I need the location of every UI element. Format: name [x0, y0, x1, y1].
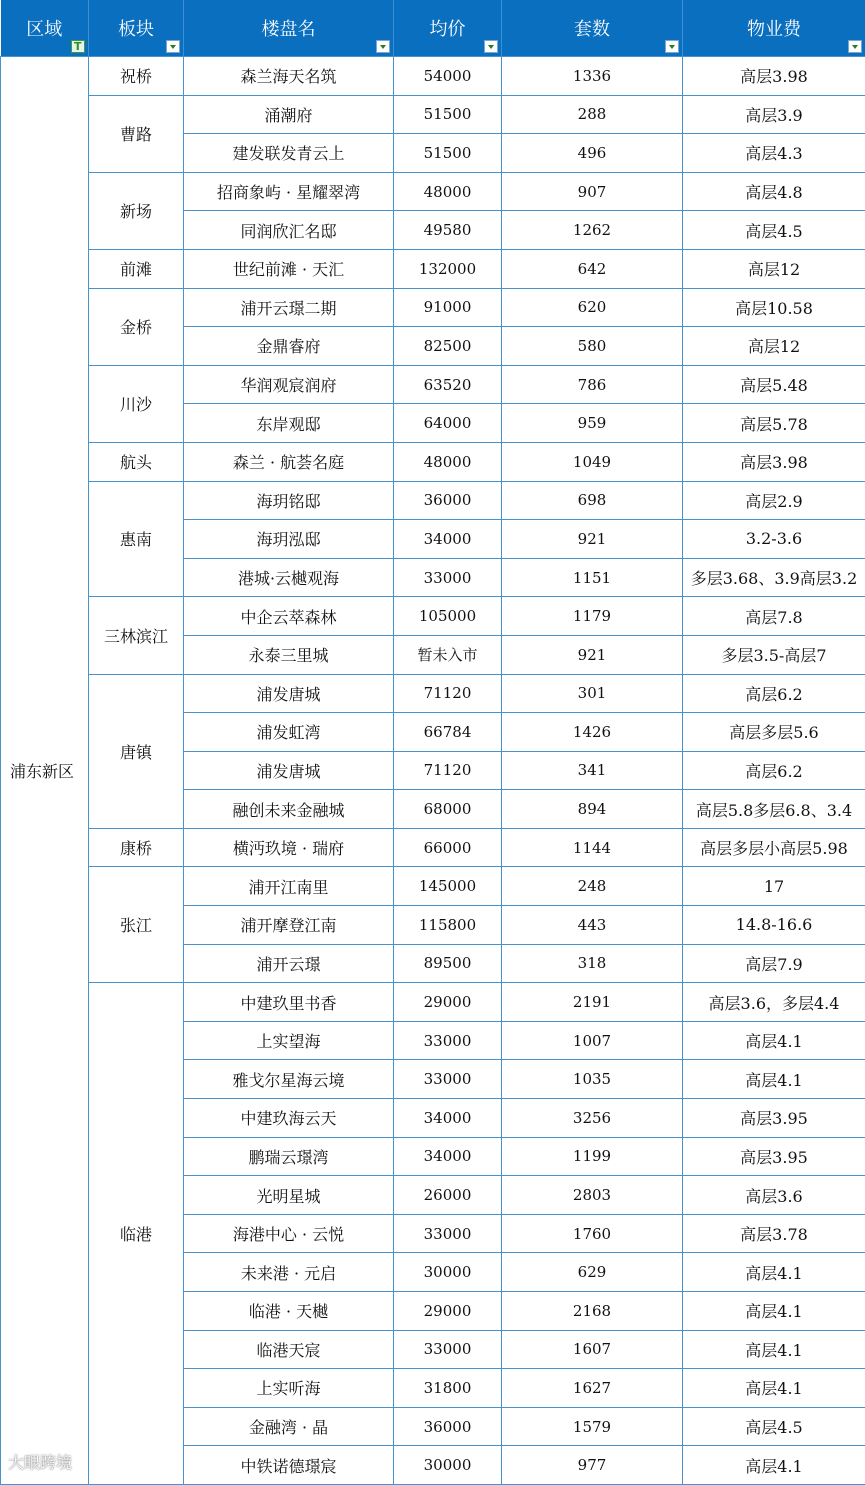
table-row	[1, 481, 865, 520]
property-fee-cell[interactable]: 高层2.9	[683, 481, 865, 520]
property-fee-cell[interactable]: 高层12	[683, 327, 865, 366]
project-name-cell[interactable]: 鹏瑞云璟湾	[184, 1137, 394, 1176]
property-fee-cell[interactable]: 高层4.1	[683, 1021, 865, 1060]
project-name-cell[interactable]: 浦开摩登江南	[184, 906, 394, 945]
avg-price-cell[interactable]: 89500	[394, 944, 502, 983]
table-body	[1, 57, 865, 1485]
avg-price-cell[interactable]: 36000	[394, 1407, 502, 1446]
project-name-cell[interactable]: 雅戈尔星海云境	[184, 1060, 394, 1099]
units-cell[interactable]: 1007	[502, 1021, 683, 1060]
property-fee-cell[interactable]: 高层4.1	[683, 1253, 865, 1292]
property-fee-cell[interactable]: 3.2-3.6	[683, 520, 865, 559]
area-cell[interactable]: 唐镇	[89, 674, 184, 828]
property-fee-cell[interactable]: 高层7.8	[683, 597, 865, 636]
project-name-cell[interactable]: 融创未来金融城	[184, 790, 394, 829]
project-name-cell[interactable]: 光明星城	[184, 1176, 394, 1215]
units-cell[interactable]: 580	[502, 327, 683, 366]
avg-price-cell[interactable]: 30000	[394, 1253, 502, 1292]
avg-price-cell[interactable]: 暂未入市	[394, 635, 502, 674]
project-name-cell[interactable]: 临港天宸	[184, 1330, 394, 1369]
avg-price-cell[interactable]: 48000	[394, 442, 502, 481]
avg-price-cell[interactable]: 63520	[394, 365, 502, 404]
project-name-cell[interactable]: 未来港 · 元启	[184, 1253, 394, 1292]
property-fee-cell[interactable]: 高层12	[683, 249, 865, 288]
area-cell[interactable]: 航头	[89, 442, 184, 481]
property-fee-cell[interactable]: 高层4.1	[683, 1446, 865, 1485]
column-header-label: 区域	[1, 15, 89, 41]
table-row	[1, 365, 865, 404]
project-name-cell[interactable]: 金鼎睿府	[184, 327, 394, 366]
property-fee-cell[interactable]: 14.8-16.6	[683, 906, 865, 945]
units-cell[interactable]: 698	[502, 481, 683, 520]
project-name-cell[interactable]: 海港中心 · 云悦	[184, 1214, 394, 1253]
avg-price-cell[interactable]: 36000	[394, 481, 502, 520]
units-cell[interactable]: 959	[502, 404, 683, 443]
table-row	[1, 828, 865, 867]
column-header-label: 均价	[394, 15, 501, 41]
table-row	[1, 597, 865, 636]
project-name-cell[interactable]: 永泰三里城	[184, 635, 394, 674]
filter-active-icon[interactable]	[71, 40, 85, 53]
project-name-cell[interactable]: 建发联发青云上	[184, 134, 394, 173]
avg-price-cell[interactable]: 34000	[394, 1137, 502, 1176]
filter-dropdown-icon[interactable]	[848, 40, 862, 53]
units-cell[interactable]: 894	[502, 790, 683, 829]
project-name-cell[interactable]: 上实听海	[184, 1369, 394, 1408]
avg-price-cell[interactable]: 91000	[394, 288, 502, 327]
project-name-cell[interactable]: 金融湾 · 晶	[184, 1407, 394, 1446]
column-header-label: 套数	[502, 15, 682, 41]
area-cell[interactable]: 川沙	[89, 365, 184, 442]
property-fee-cell[interactable]: 高层6.2	[683, 751, 865, 790]
avg-price-cell[interactable]: 26000	[394, 1176, 502, 1215]
table-row	[1, 983, 865, 1022]
filter-dropdown-icon[interactable]	[665, 40, 679, 53]
units-cell[interactable]: 907	[502, 172, 683, 211]
avg-price-cell[interactable]: 33000	[394, 1214, 502, 1253]
property-fee-cell[interactable]: 高层3.78	[683, 1214, 865, 1253]
avg-price-cell[interactable]: 51500	[394, 95, 502, 134]
project-name-cell[interactable]: 森兰海天名筑	[184, 57, 394, 96]
project-name-cell[interactable]: 港城·云樾观海	[184, 558, 394, 597]
avg-price-cell[interactable]: 105000	[394, 597, 502, 636]
units-cell[interactable]: 2191	[502, 983, 683, 1022]
avg-price-cell[interactable]: 54000	[394, 57, 502, 96]
avg-price-cell[interactable]: 30000	[394, 1446, 502, 1485]
project-name-cell[interactable]: 中企云萃森林	[184, 597, 394, 636]
units-cell[interactable]: 2168	[502, 1292, 683, 1331]
units-cell[interactable]: 642	[502, 249, 683, 288]
project-name-cell[interactable]: 招商象屿 · 星耀翠湾	[184, 172, 394, 211]
units-cell[interactable]: 1035	[502, 1060, 683, 1099]
header-district	[1, 0, 89, 57]
property-fee-cell[interactable]: 高层4.8	[683, 172, 865, 211]
units-cell[interactable]: 1426	[502, 713, 683, 752]
property-fee-cell[interactable]: 高层3.6	[683, 1176, 865, 1215]
table-row	[1, 867, 865, 906]
table-row	[1, 95, 865, 134]
property-fee-cell[interactable]: 高层3.6，多层4.4	[683, 983, 865, 1022]
units-cell[interactable]: 248	[502, 867, 683, 906]
table-row	[1, 249, 865, 288]
header-units	[502, 0, 683, 57]
avg-price-cell[interactable]: 33000	[394, 1330, 502, 1369]
watermark: 大眼跨境	[8, 1450, 72, 1473]
property-fee-cell[interactable]: 高层4.1	[683, 1292, 865, 1331]
avg-price-cell[interactable]: 51500	[394, 134, 502, 173]
project-name-cell[interactable]: 浦开云璟二期	[184, 288, 394, 327]
project-name-cell[interactable]: 中建玖里书香	[184, 983, 394, 1022]
avg-price-cell[interactable]: 71120	[394, 674, 502, 713]
project-name-cell[interactable]: 临港 · 天樾	[184, 1292, 394, 1331]
property-fee-cell[interactable]: 高层4.3	[683, 134, 865, 173]
column-header-label: 物业费	[683, 15, 865, 41]
header-property-fee	[683, 0, 865, 57]
property-fee-cell[interactable]: 高层3.98	[683, 57, 865, 96]
property-fee-cell[interactable]: 高层4.1	[683, 1369, 865, 1408]
table-row	[1, 674, 865, 713]
property-fee-cell[interactable]: 17	[683, 867, 865, 906]
units-cell[interactable]: 1760	[502, 1214, 683, 1253]
property-fee-cell[interactable]: 高层5.48	[683, 365, 865, 404]
units-cell[interactable]: 1336	[502, 57, 683, 96]
units-cell[interactable]: 620	[502, 288, 683, 327]
units-cell[interactable]: 1144	[502, 828, 683, 867]
property-fee-cell[interactable]: 高层10.58	[683, 288, 865, 327]
column-header-label: 楼盘名	[184, 15, 393, 41]
units-cell[interactable]: 3256	[502, 1099, 683, 1138]
property-fee-cell[interactable]: 高层多层5.6	[683, 713, 865, 752]
property-fee-cell[interactable]: 高层多层小高层5.98	[683, 828, 865, 867]
property-fee-cell[interactable]: 高层3.9	[683, 95, 865, 134]
avg-price-cell[interactable]: 33000	[394, 1021, 502, 1060]
project-name-cell[interactable]: 横沔玖境 · 瑞府	[184, 828, 394, 867]
area-cell[interactable]: 金桥	[89, 288, 184, 365]
project-name-cell[interactable]: 海玥铭邸	[184, 481, 394, 520]
area-cell[interactable]: 康桥	[89, 828, 184, 867]
property-fee-cell[interactable]: 高层4.5	[683, 211, 865, 250]
project-name-cell[interactable]: 海玥泓邸	[184, 520, 394, 559]
units-cell[interactable]: 1607	[502, 1330, 683, 1369]
property-fee-cell[interactable]: 多层3.68、3.9高层3.2	[683, 558, 865, 597]
table-header	[1, 0, 865, 57]
units-cell[interactable]: 786	[502, 365, 683, 404]
area-cell[interactable]: 临港	[89, 983, 184, 1485]
area-cell[interactable]: 张江	[89, 867, 184, 983]
units-cell[interactable]: 341	[502, 751, 683, 790]
units-cell[interactable]: 2803	[502, 1176, 683, 1215]
units-cell[interactable]: 443	[502, 906, 683, 945]
area-cell[interactable]: 三林滨江	[89, 597, 184, 674]
district-cell[interactable]: 浦东新区	[1, 57, 89, 1485]
project-name-cell[interactable]: 涌潮府	[184, 95, 394, 134]
filter-dropdown-icon[interactable]	[166, 40, 180, 53]
avg-price-cell[interactable]: 33000	[394, 1060, 502, 1099]
units-cell[interactable]: 1179	[502, 597, 683, 636]
units-cell[interactable]: 629	[502, 1253, 683, 1292]
avg-price-cell[interactable]: 31800	[394, 1369, 502, 1408]
property-fee-cell[interactable]: 高层4.5	[683, 1407, 865, 1446]
project-name-cell[interactable]: 浦发唐城	[184, 674, 394, 713]
avg-price-cell[interactable]: 29000	[394, 983, 502, 1022]
table-row	[1, 57, 865, 96]
column-header-label: 板块	[89, 15, 183, 41]
project-name-cell[interactable]: 世纪前滩 · 天汇	[184, 249, 394, 288]
avg-price-cell[interactable]: 49580	[394, 211, 502, 250]
units-cell[interactable]: 496	[502, 134, 683, 173]
units-cell[interactable]: 288	[502, 95, 683, 134]
project-name-cell[interactable]: 森兰 · 航荟名庭	[184, 442, 394, 481]
project-name-cell[interactable]: 浦发唐城	[184, 751, 394, 790]
units-cell[interactable]: 301	[502, 674, 683, 713]
project-name-cell[interactable]: 浦开江南里	[184, 867, 394, 906]
avg-price-cell[interactable]: 34000	[394, 1099, 502, 1138]
avg-price-cell[interactable]: 71120	[394, 751, 502, 790]
project-name-cell[interactable]: 中铁诺德璟宸	[184, 1446, 394, 1485]
table-row	[1, 172, 865, 211]
avg-price-cell[interactable]: 145000	[394, 867, 502, 906]
units-cell[interactable]: 1199	[502, 1137, 683, 1176]
units-cell[interactable]: 977	[502, 1446, 683, 1485]
property-fee-cell[interactable]: 高层7.9	[683, 944, 865, 983]
area-cell[interactable]: 前滩	[89, 249, 184, 288]
project-name-cell[interactable]: 浦开云璟	[184, 944, 394, 983]
project-name-cell[interactable]: 浦发虹湾	[184, 713, 394, 752]
area-cell[interactable]: 曹路	[89, 95, 184, 172]
filter-dropdown-icon[interactable]	[484, 40, 498, 53]
property-fee-cell[interactable]: 高层4.1	[683, 1060, 865, 1099]
property-fee-cell[interactable]: 高层5.78	[683, 404, 865, 443]
units-cell[interactable]: 318	[502, 944, 683, 983]
avg-price-cell[interactable]: 66000	[394, 828, 502, 867]
units-cell[interactable]: 1151	[502, 558, 683, 597]
units-cell[interactable]: 921	[502, 520, 683, 559]
header-avg-price	[394, 0, 502, 57]
project-name-cell[interactable]: 东岸观邸	[184, 404, 394, 443]
units-cell[interactable]: 1579	[502, 1407, 683, 1446]
units-cell[interactable]: 1262	[502, 211, 683, 250]
area-cell[interactable]: 祝桥	[89, 57, 184, 96]
avg-price-cell[interactable]: 132000	[394, 249, 502, 288]
project-name-cell[interactable]: 同润欣汇名邸	[184, 211, 394, 250]
property-fee-cell[interactable]: 高层3.95	[683, 1137, 865, 1176]
property-fee-cell[interactable]: 高层5.8多层6.8、3.4	[683, 790, 865, 829]
avg-price-cell[interactable]: 115800	[394, 906, 502, 945]
area-cell[interactable]: 惠南	[89, 481, 184, 597]
avg-price-cell[interactable]: 34000	[394, 520, 502, 559]
avg-price-cell[interactable]: 68000	[394, 790, 502, 829]
table-row	[1, 288, 865, 327]
area-cell[interactable]: 新场	[89, 172, 184, 249]
property-fee-cell[interactable]: 高层6.2	[683, 674, 865, 713]
property-fee-cell[interactable]: 高层3.98	[683, 442, 865, 481]
avg-price-cell[interactable]: 29000	[394, 1292, 502, 1331]
property-fee-cell[interactable]: 高层4.1	[683, 1330, 865, 1369]
units-cell[interactable]: 1049	[502, 442, 683, 481]
table-row	[1, 442, 865, 481]
avg-price-cell[interactable]: 82500	[394, 327, 502, 366]
property-fee-cell[interactable]: 高层3.95	[683, 1099, 865, 1138]
units-cell[interactable]: 1627	[502, 1369, 683, 1408]
avg-price-cell[interactable]: 66784	[394, 713, 502, 752]
property-fee-cell[interactable]: 多层3.5-高层7	[683, 635, 865, 674]
project-name-cell[interactable]: 中建玖海云天	[184, 1099, 394, 1138]
filter-dropdown-icon[interactable]	[376, 40, 390, 53]
avg-price-cell[interactable]: 48000	[394, 172, 502, 211]
project-name-cell[interactable]: 上实望海	[184, 1021, 394, 1060]
header-project-name	[184, 0, 394, 57]
project-name-cell[interactable]: 华润观宸润府	[184, 365, 394, 404]
avg-price-cell[interactable]: 64000	[394, 404, 502, 443]
units-cell[interactable]: 921	[502, 635, 683, 674]
avg-price-cell[interactable]: 33000	[394, 558, 502, 597]
header-area	[89, 0, 184, 57]
